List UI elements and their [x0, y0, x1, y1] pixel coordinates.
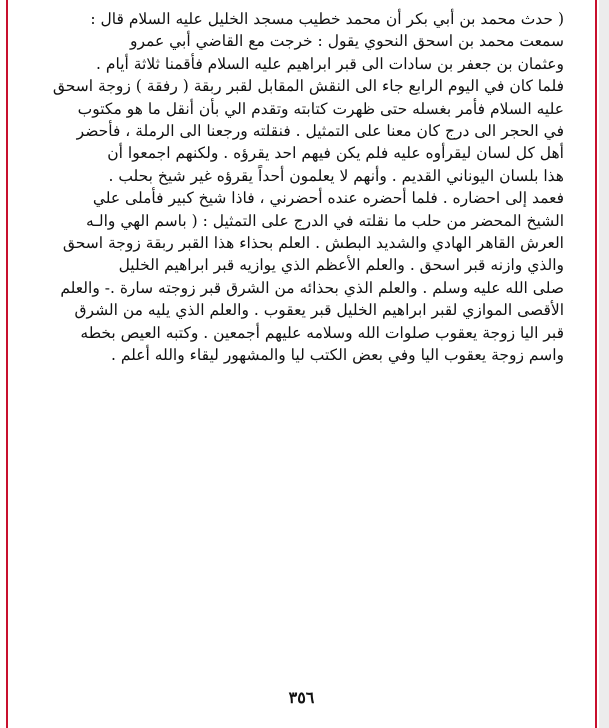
- text-line-2: سمعت محمد بن اسحق النحوي يقول : خرجت مع القاضي أبي عمرو: [129, 32, 564, 51]
- text-line-15: قبر اليا زوجة يعقوب صلوات الله وسلامه عليهم أجمعين . وكتبه العيص بخطه: [80, 323, 564, 342]
- viewer-side-bar: [599, 0, 609, 728]
- page-number: ٣٥٦: [288, 688, 315, 707]
- text-line-1: ( حدث محمد بن أبي بكر أن محمد خطيب مسجد الخليل عليه السلام قال :: [90, 10, 564, 28]
- text-line-3: وعثمان بن جعفر بن سادات الى قبر ابراهيم عليه السلام فأقمنا ثلاثة أيام .: [96, 54, 564, 73]
- text-line-16: واسم زوجة يعقوب اليا وفي بعض الكتب ليا والمشهور ليقاء والله أعلم .: [110, 346, 564, 365]
- text-line-10: الشيخ المحضر من حلب ما نقلته في الدرج على التمثيل : ( باسم الهي والـه: [86, 211, 564, 230]
- text-line-8: هذا بلسان اليوناني القديم . وأنهم لا يعلمون أحداً يقرؤه غير شيخ بحلب .: [108, 166, 564, 185]
- body-text: [44, 8, 564, 367]
- text-line-4: فلما كان في اليوم الرابع جاء الى النقش المقابل لقبر ربقة ( رفقة ) زوجة اسحق: [52, 77, 564, 96]
- text-line-13: صلى الله عليه وسلم . والعلم الذي بحذائه من الشرق قبر زوجته سارة .- والعلم: [60, 278, 564, 297]
- text-line-6: في الحجر الى درج كان معنا على التمثيل . فنقلته ورجعنا الى الرملة ، فأحضر: [76, 122, 564, 141]
- text-line-12: والذي وازنه قبر اسحق . والعلم الأعظم الذي يوازيه قبر ابراهيم الخليل: [118, 256, 564, 275]
- document-page: [6, 0, 597, 728]
- text-line-5: عليه السلام فأمر بغسله حتى ظهرت كتابته وتقدم الي بأن أنقل ما هو مكتوب: [77, 99, 564, 118]
- text-line-9: فعمد إلى احضاره . فلما أحضره عنده أحضرني ، فاذا شيخ كبير فأملى علي: [92, 189, 564, 208]
- text-line-7: أهل كل لسان ليقرأوه عليه فلم يكن فيهم احد يقرؤه . ولكنهم اجمعوا أن: [107, 144, 564, 163]
- text-line-11: العرش القاهر الهادي والشديد البطش . العلم بحذاء هذا القبر ربقة زوجة اسحق: [62, 234, 564, 253]
- text-line-14: الأقصى الموازي لقبر ابراهيم الخليل قبر يعقوب . والعلم الذي يليه من الشرق: [74, 301, 564, 320]
